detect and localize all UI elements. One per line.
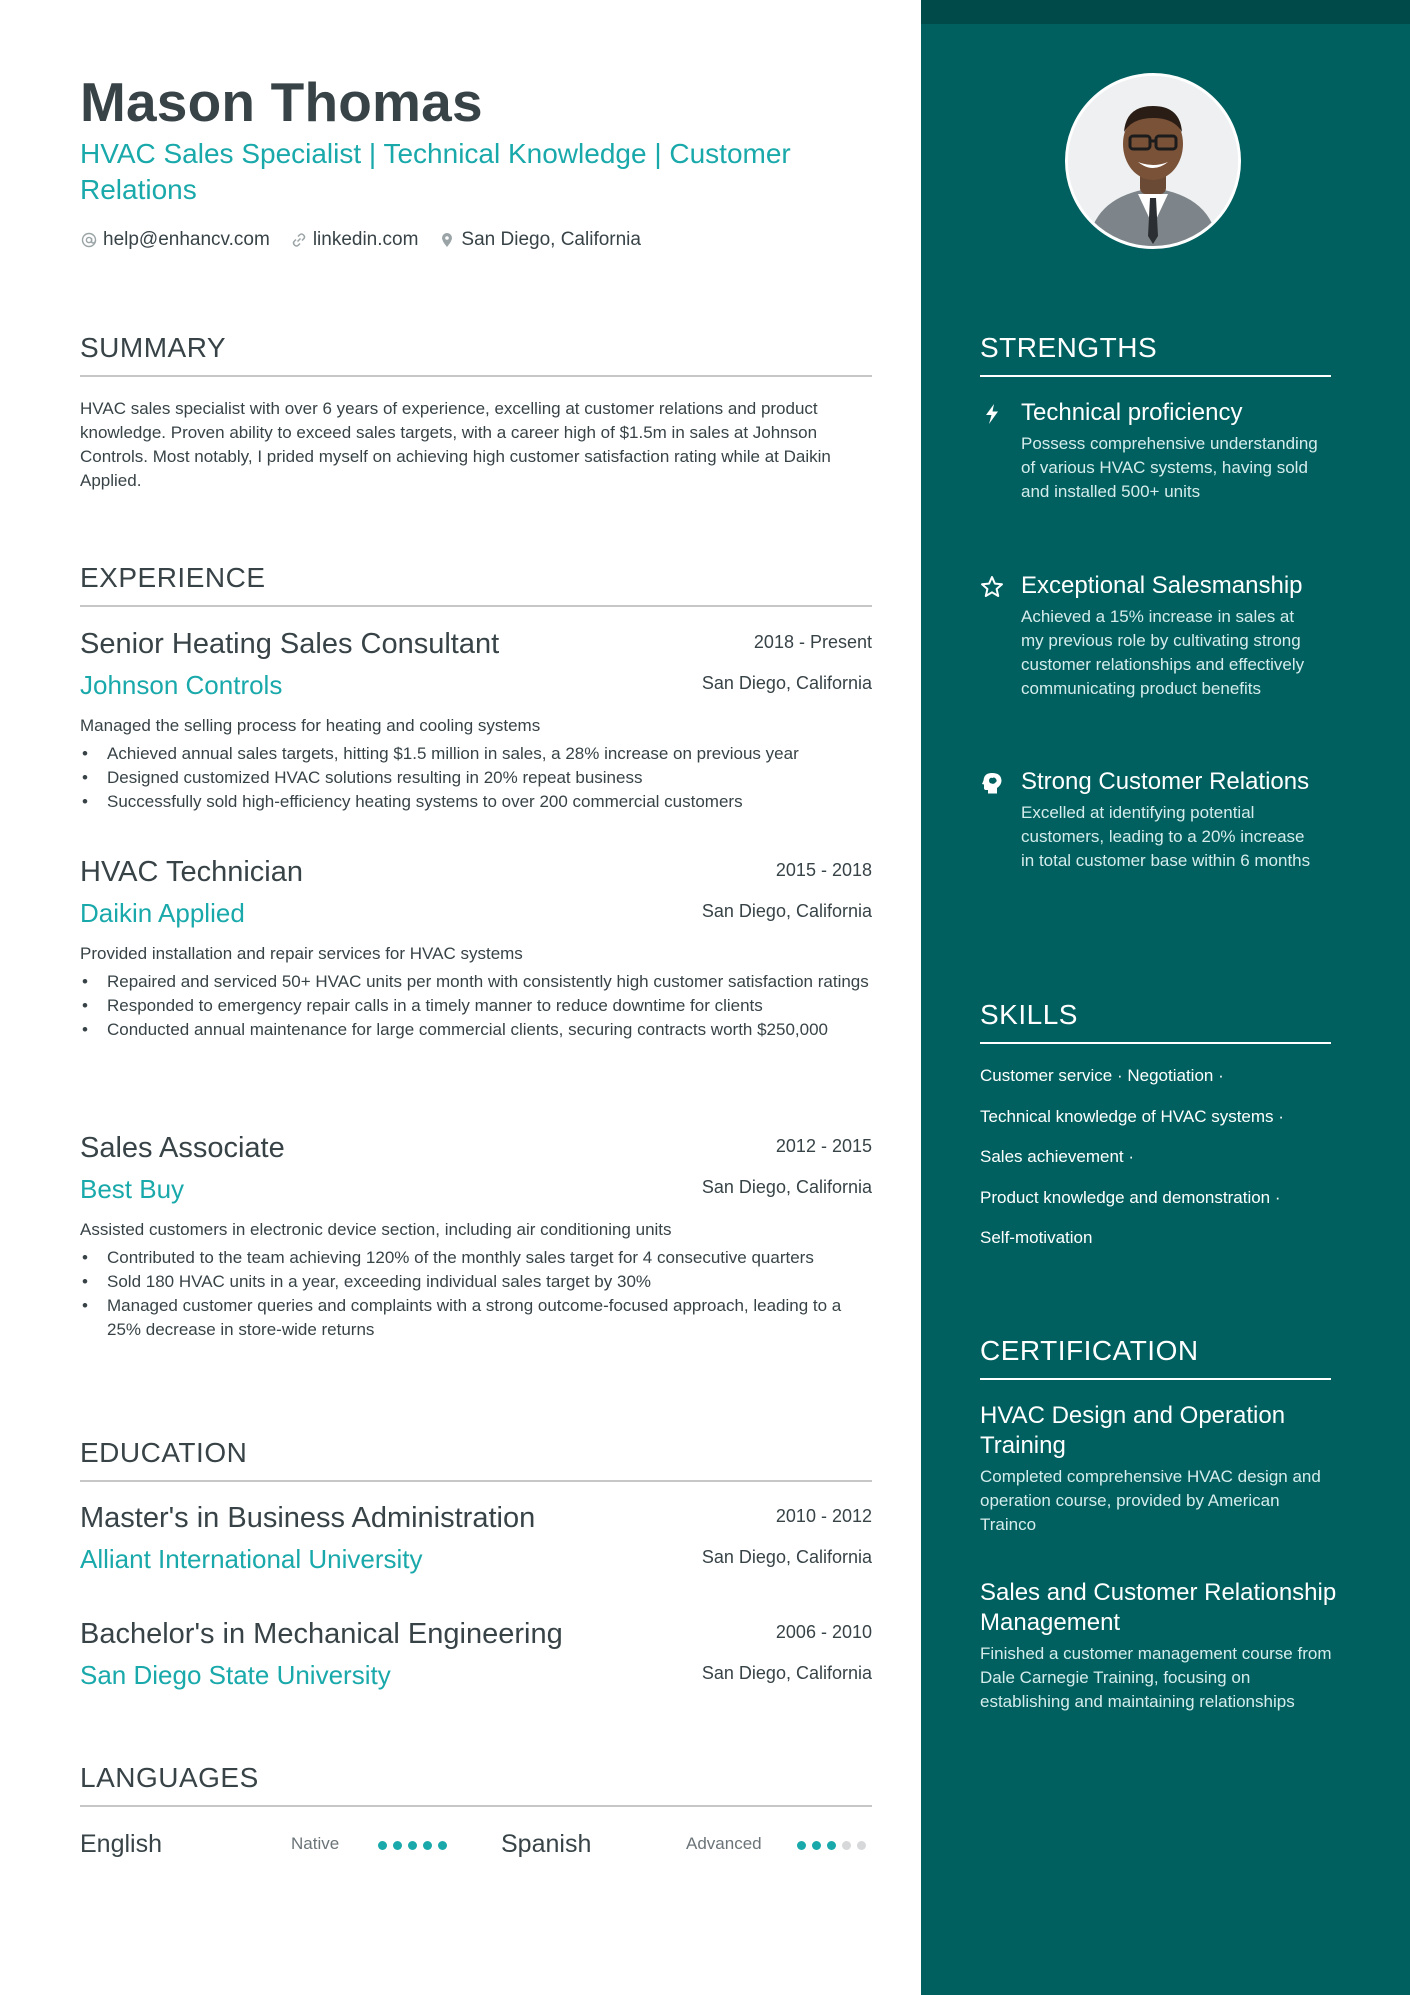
link-icon (290, 231, 308, 249)
experience-entry (80, 1132, 872, 1342)
section-divider (80, 1805, 872, 1807)
job-location: San Diego, California (701, 1177, 872, 1197)
certification-description: Completed comprehensive HVAC design and operation course, provided by American Trainco (980, 1467, 1321, 1534)
at-icon (80, 231, 98, 249)
star-icon (980, 575, 1004, 599)
contact-email[interactable] (80, 229, 270, 251)
skills-title: SKILLS (980, 999, 1078, 1030)
summary-section (80, 331, 872, 493)
brain-head-icon (980, 771, 1004, 795)
education-title: EDUCATION (80, 1437, 248, 1468)
language-rating (378, 1841, 447, 1850)
job-bullets (80, 742, 872, 814)
lightning-bolt-icon (980, 402, 1004, 426)
school-name: Alliant International University (80, 1544, 423, 1574)
job-dates: 2018 - Present (753, 632, 872, 652)
skills-line: Product knowledge and demonstration · (980, 1188, 1281, 1207)
job-description: Assisted customers in electronic device section, including air conditioning units (80, 1220, 672, 1239)
languages-section (80, 1761, 872, 1807)
certification-section (980, 1334, 1331, 1380)
contact-location (438, 229, 641, 251)
education-dates: 2010 - 2012 (775, 1506, 872, 1526)
language-rating (797, 1841, 866, 1850)
profile-photo (1065, 73, 1241, 249)
job-bullet: • Achieved annual sales targets, hitting $1.5 million in sales, a 28% increase on previous year (80, 742, 872, 766)
sidebar-top-bar (921, 0, 1410, 24)
strength-description: Possess comprehensive understanding of various HVAC systems, having sold and installed 500+ units (1021, 434, 1318, 501)
education-entry (80, 1618, 872, 1702)
headline: HVAC Sales Specialist | Technical Knowledge | Customer Relations (80, 138, 791, 205)
job-bullets (80, 1246, 872, 1342)
job-location: San Diego, California (701, 673, 872, 693)
section-divider (980, 375, 1331, 377)
job-bullet: • Successfully sold high-efficiency heating systems to over 200 commercial customers (80, 790, 872, 814)
rating-dot-empty (857, 1841, 866, 1850)
school-name: San Diego State University (80, 1660, 391, 1690)
contact-location-text: San Diego, California (461, 229, 641, 250)
section-divider (980, 1042, 1331, 1044)
company-name: Johnson Controls (80, 670, 283, 700)
strength-item (980, 571, 1350, 701)
degree-title: Bachelor's in Mechanical Engineering (80, 1618, 563, 1650)
section-divider (80, 605, 872, 607)
strength-title: Strong Customer Relations (1021, 768, 1310, 795)
certification-title: CERTIFICATION (980, 1335, 1199, 1366)
job-title: Sales Associate (80, 1132, 285, 1164)
contact-linkedin-text: linkedin.com (312, 229, 419, 250)
strength-title: Technical proficiency (1021, 399, 1243, 426)
job-bullets (80, 970, 872, 1042)
experience-section (80, 561, 872, 607)
job-description: Managed the selling process for heating and cooling systems (80, 716, 541, 735)
strength-description: Excelled at identifying potential customers, leading to a 20% increase in total customer base within 6 months (1021, 803, 1311, 870)
section-divider (80, 1480, 872, 1482)
certification-description: Finished a customer management course from Dale Carnegie Training, focusing on establishing and maintaining relationships (980, 1644, 1332, 1711)
rating-dot-filled (423, 1841, 432, 1850)
certification-name: Sales and Customer Relationship Management (980, 1579, 1337, 1636)
rating-dot-filled (812, 1841, 821, 1850)
contact-bar (80, 229, 641, 251)
job-bullet: • Contributed to the team achieving 120% of the monthly sales target for 4 consecutive quarters (80, 1246, 872, 1270)
language-level: Native (291, 1834, 340, 1853)
education-dates: 2006 - 2010 (775, 1622, 872, 1642)
education-section (80, 1436, 872, 1482)
education-entry (80, 1502, 872, 1586)
job-bullet: • Repaired and serviced 50+ HVAC units per month with consistently high customer satisfaction ratings (80, 970, 872, 994)
skills-line: Self-motivation (980, 1228, 1093, 1247)
section-divider (980, 1378, 1331, 1380)
languages-list (80, 1826, 872, 1866)
company-name: Daikin Applied (80, 898, 245, 928)
location-pin-icon (438, 231, 456, 249)
job-description: Provided installation and repair services for HVAC systems (80, 944, 523, 963)
rating-dot-filled (408, 1841, 417, 1850)
strength-item (980, 767, 1350, 873)
job-dates: 2012 - 2015 (775, 1136, 872, 1156)
rating-dot-filled (827, 1841, 836, 1850)
section-divider (80, 375, 872, 377)
job-title: Senior Heating Sales Consultant (80, 628, 500, 660)
experience-title: EXPERIENCE (80, 562, 266, 593)
education-location: San Diego, California (701, 1547, 872, 1567)
experience-entry (80, 856, 872, 1042)
certification-name: HVAC Design and Operation Training (980, 1402, 1286, 1459)
rating-dot-filled (393, 1841, 402, 1850)
skills-line: Customer service · Negotiation · (980, 1066, 1224, 1085)
rating-dot-filled (378, 1841, 387, 1850)
job-bullet: • Sold 180 HVAC units in a year, exceeding individual sales target by 30% (80, 1270, 872, 1294)
job-bullet: • Responded to emergency repair calls in a timely manner to reduce downtime for clients (80, 994, 872, 1018)
languages-title: LANGUAGES (80, 1762, 259, 1793)
job-bullet: • Conducted annual maintenance for large commercial clients, securing contracts worth $250,000 (80, 1018, 872, 1042)
contact-linkedin[interactable] (290, 229, 419, 251)
contact-email-text: help@enhancv.com (103, 229, 270, 250)
sidebar (921, 0, 1410, 1995)
summary-text: HVAC sales specialist with over 6 years of experience, excelling at customer relations and product knowledge. Proven ability to exceed sales targets, with a career high of $1.5m in sales at Johnson Controls. Most notably, I prided myself on achieving high customer satisfaction rating while at Daikin Applied. (80, 399, 831, 490)
strength-item (980, 398, 1350, 504)
language-name: Spanish (501, 1830, 592, 1858)
strengths-section (980, 331, 1331, 377)
skills-line: Sales achievement · (980, 1147, 1135, 1166)
language-name: English (80, 1830, 162, 1858)
strength-description: Achieved a 15% increase in sales at my previous role by cultivating strong customer relationships and effectively communicating product benefits (1021, 607, 1305, 698)
language-item (80, 1826, 460, 1866)
rating-dot-filled (438, 1841, 447, 1850)
skills-line: Technical knowledge of HVAC systems · (980, 1107, 1284, 1126)
strengths-title: STRENGTHS (980, 332, 1158, 363)
certification-item (980, 1578, 1340, 1714)
strength-title: Exceptional Salesmanship (1021, 572, 1303, 599)
job-dates: 2015 - 2018 (775, 860, 872, 880)
degree-title: Master's in Business Administration (80, 1502, 536, 1534)
rating-dot-filled (797, 1841, 806, 1850)
certification-item (980, 1401, 1340, 1537)
language-item (501, 1826, 872, 1866)
summary-title: SUMMARY (80, 332, 227, 363)
skills-section (980, 998, 1331, 1044)
language-level: Advanced (686, 1834, 762, 1853)
education-location: San Diego, California (701, 1663, 872, 1683)
candidate-name: Mason Thomas (80, 71, 483, 133)
rating-dot-empty (842, 1841, 851, 1850)
experience-entry (80, 628, 872, 814)
company-name: Best Buy (80, 1174, 185, 1204)
job-location: San Diego, California (701, 901, 872, 921)
job-title: HVAC Technician (80, 856, 303, 888)
job-bullet: • Managed customer queries and complaints with a strong outcome-focused approach, leading to a 25% decrease in store-wide returns (80, 1294, 872, 1342)
job-bullet: • Designed customized HVAC solutions resulting in 20% repeat business (80, 766, 872, 790)
